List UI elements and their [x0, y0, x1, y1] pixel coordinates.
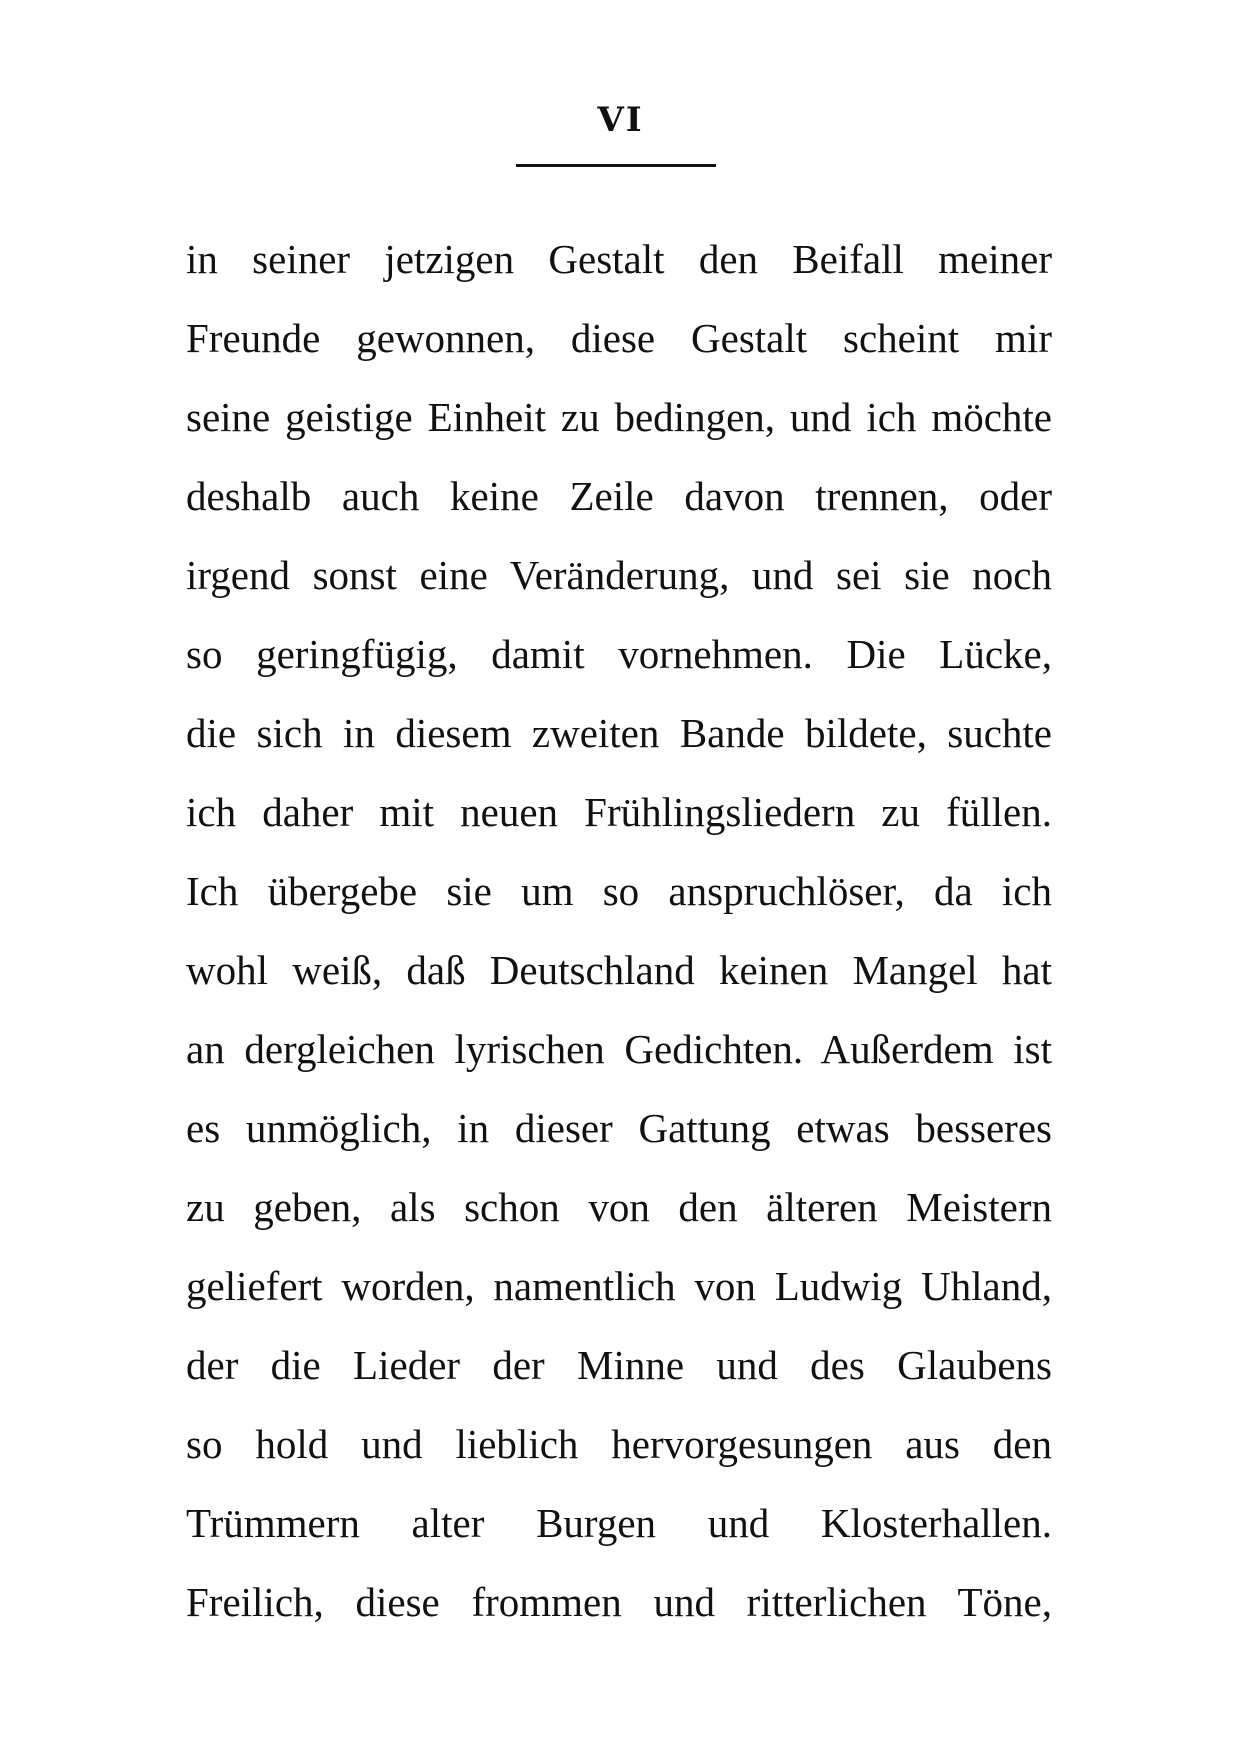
text-line: an dergleichen lyrischen Gedichten. Außerdem ist [186, 1026, 1052, 1072]
text-line: wohl weiß, daß Deutschland keinen Mangel hat [186, 947, 1052, 993]
text-block [186, 220, 1052, 1642]
text-line: Freilich, diese frommen und ritterlichen Töne, [186, 1579, 1052, 1625]
text-line: der die Lieder der Minne und des Glaubens [186, 1342, 1052, 1388]
header-rule [516, 164, 716, 167]
text-line: zu geben, als schon von den älteren Meistern [186, 1184, 1052, 1230]
text-line: deshalb auch keine Zeile davon trennen, oder [186, 473, 1052, 519]
page-number: VI [597, 100, 644, 140]
text-line: Trümmern alter Burgen und Klosterhallen. [186, 1500, 1052, 1546]
text-line: in seiner jetzigen Gestalt den Beifall meiner [186, 236, 1052, 282]
text-line: so geringfügig, damit vornehmen. Die Lücke, [186, 631, 1052, 677]
text-line: die sich in diesem zweiten Bande bildete, suchte [186, 710, 1052, 756]
text-line: seine geistige Einheit zu bedingen, und ich möchte [186, 394, 1052, 440]
text-line: geliefert worden, namentlich von Ludwig Uhland, [186, 1263, 1052, 1309]
text-line: Freunde gewonnen, diese Gestalt scheint mir [186, 315, 1052, 361]
text-line: so hold und lieblich hervorgesungen aus den [186, 1421, 1052, 1467]
text-line: ich daher mit neuen Frühlingsliedern zu füllen. [186, 789, 1052, 835]
text-line: Ich übergebe sie um so anspruchlöser, da ich [186, 868, 1052, 914]
text-line: es unmöglich, in dieser Gattung etwas besseres [186, 1105, 1052, 1151]
text-line: irgend sonst eine Veränderung, und sei sie noch [186, 552, 1052, 598]
